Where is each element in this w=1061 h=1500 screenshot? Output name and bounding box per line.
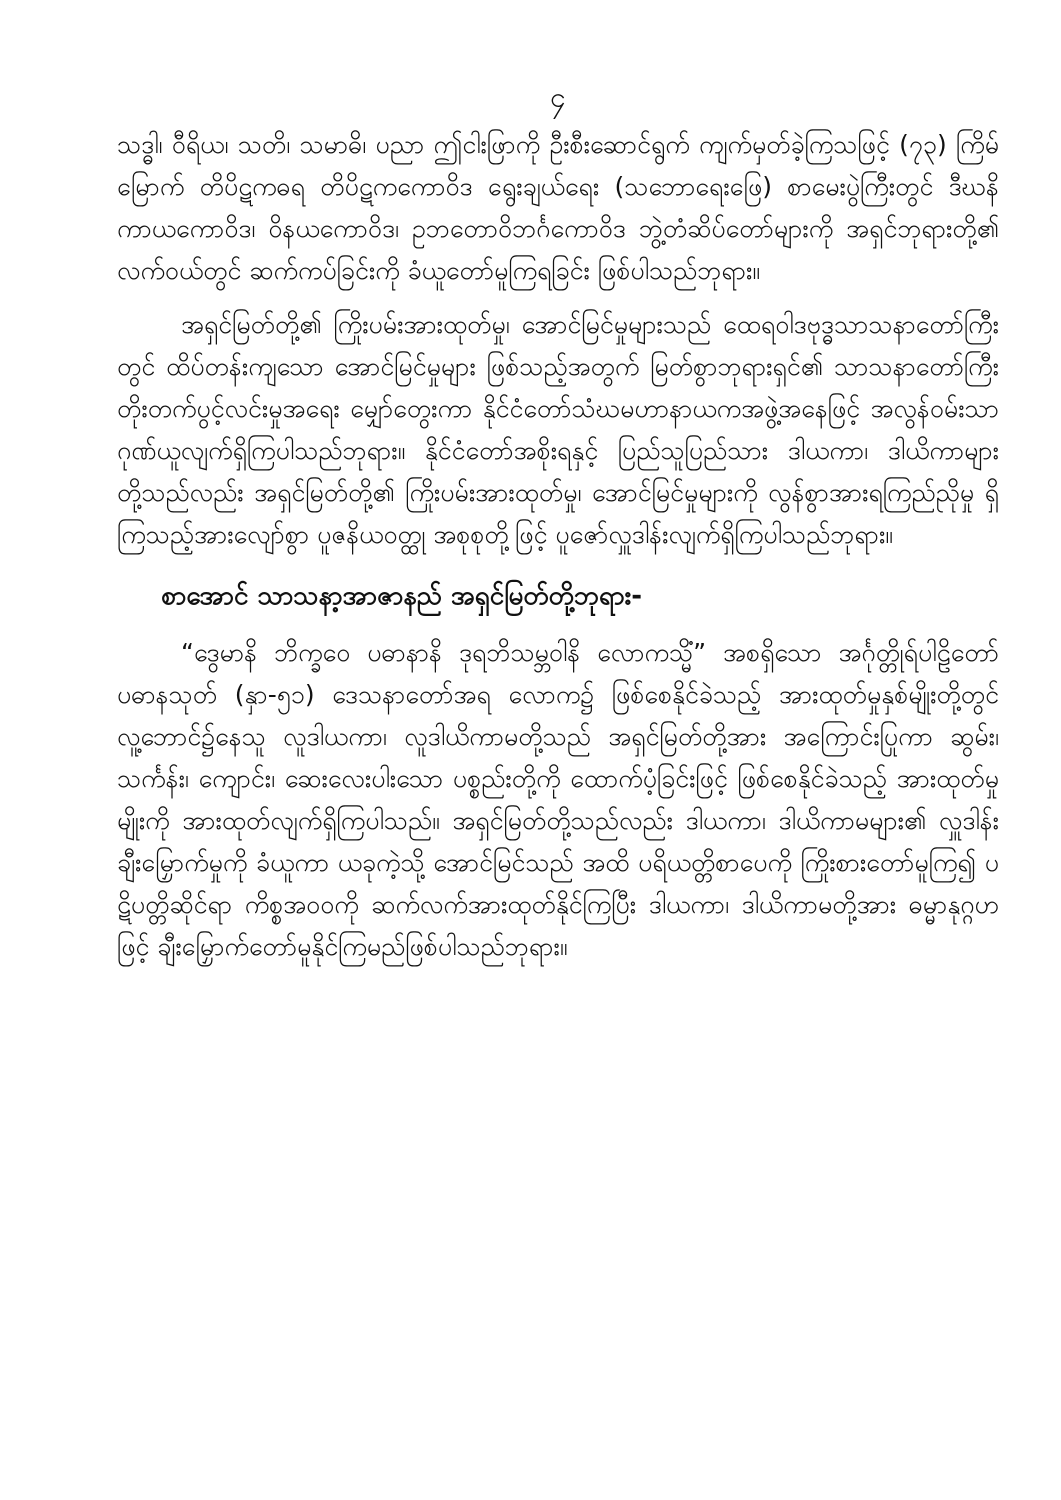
page-number: ၄ [550, 81, 566, 114]
paragraph-2: အရှင်မြတ်တို့၏ ကြိုးပမ်းအားထုတ်မှု၊ အောင်မြင်မှုများသည် ထေရဝါဒဗုဒ္ဓသာသနာတော်ကြီးတွင် ထိပ်တန်းကျသော အောင်မြင်မှုများ ဖြစ်သည့်အတွက် မြတ်စွာဘုရားရှင်၏ သာသနာတော်ကြီး တိုးတက်ပွင့်လင်းမှုအရေး မျှော်တွေးကာ နိုင်ငံတော်သံဃမဟာနာယကအဖွဲ့အနေဖြင့် အလွန်ဝမ်းသာ ဂုဏ်ယူလျက်ရှိကြပါသည်ဘုရား။ နိုင်ငံတော်အစိုးရနှင့် ပြည်သူပြည်သား ဒါယကာ၊ ဒါယိကာများတို့သည်လည်း အရှင်မြတ်တို့၏ ကြိုးပမ်းအားထုတ်မှု၊ အောင်မြင်မှုများကို လွန်စွာအားရကြည်ညိုမှု ရှိကြသည့်အားလျော်စွာ ပူဇနိယဝတ္ထု အစုစုတို့ဖြင့် ပူဇော်လှူဒါန်းလျက်ရှိကြပါသည်ဘုရား။ [117, 310, 999, 549]
section-heading: စာအောင် သာသနာ့အာဇာနည် အရှင်မြတ်တို့ဘုရား- [161, 581, 643, 611]
paragraph-3: “ဒွေမာနိ ဘိက္ခဝေ ပဓာနာနိ ဒုရဘိသမ္ဘဝါနိ လောကသ္မိံ” အစရှိသော အင်္ဂုတ္တိုရ်ပါဠိတော် ပဓာနသုတ် (နှာ-၅၁) ဒေသနာတော်အရ လောက၌ ဖြစ်စေနိုင်ခဲသည့် အားထုတ်မှုနှစ်မျိုးတို့တွင် လူ့ဘောင်၌နေသူ လူဒါယကာ၊ လူဒါယိကာမတို့သည် အရှင်မြတ်တို့အား အကြောင်းပြုကာ ဆွမ်း၊ သင်္ကန်း၊ ကျောင်း၊ ဆေးလေးပါးသော ပစ္စည်းတို့ကို ထောက်ပံ့ခြင်းဖြင့် ဖြစ်စေနိုင်ခဲသည့် အားထုတ်မှုမျိုးကို အားထုတ်လျက်ရှိကြပါသည်။ အရှင်မြတ်တို့သည်လည်း ဒါယကာ၊ ဒါယိကာမများ၏ လှူဒါန်းချီးမြှောက်မှုကို ခံယူကာ ယခုကဲ့သို့ အောင်မြင်သည် အထိ ပရိယတ္တိစာပေကို ကြိုးစားတော်မူကြ၍ ပဋိပတ္တိဆိုင်ရာ ကိစ္စအဝဝကို ဆက်လက်အားထုတ်နိုင်ကြပြီး ဒါယကာ၊ ဒါယိကာမတို့အား ဓမ္မာနုဂ္ဂဟဖြင့် ချီးမြှောက်တော်မူနိုင်ကြမည်ဖြစ်ပါသည်ဘုရား။ [117, 638, 999, 961]
paragraph-1: သဒ္ဓါ၊ ဝီရိယ၊ သတိ၊ သမာဓိ၊ ပညာ ဤငါးဖြာကို ဦးစီးဆောင်ရွက် ကျက်မှတ်ခဲ့ကြသဖြင့် (၇၃) ကြိမ်မြောက် တိပိဋကဓရ တိပိဋကကောဝိဒ ရွေးချယ်ရေး (သဘောရေးဖြေ) စာမေးပွဲကြီးတွင် ဒီဃနိကာယကောဝိဒ၊ ဝိနယကောဝိဒ၊ ဥဘတောဝိဘင်္ဂကောဝိဒ ဘွဲ့တံဆိပ်တော်များကို အရှင်ဘုရားတို့၏ လက်ဝယ်တွင် ဆက်ကပ်ခြင်းကို ခံယူတော်မူကြရခြင်း ဖြစ်ပါသည်ဘုရား။ [117, 130, 999, 285]
